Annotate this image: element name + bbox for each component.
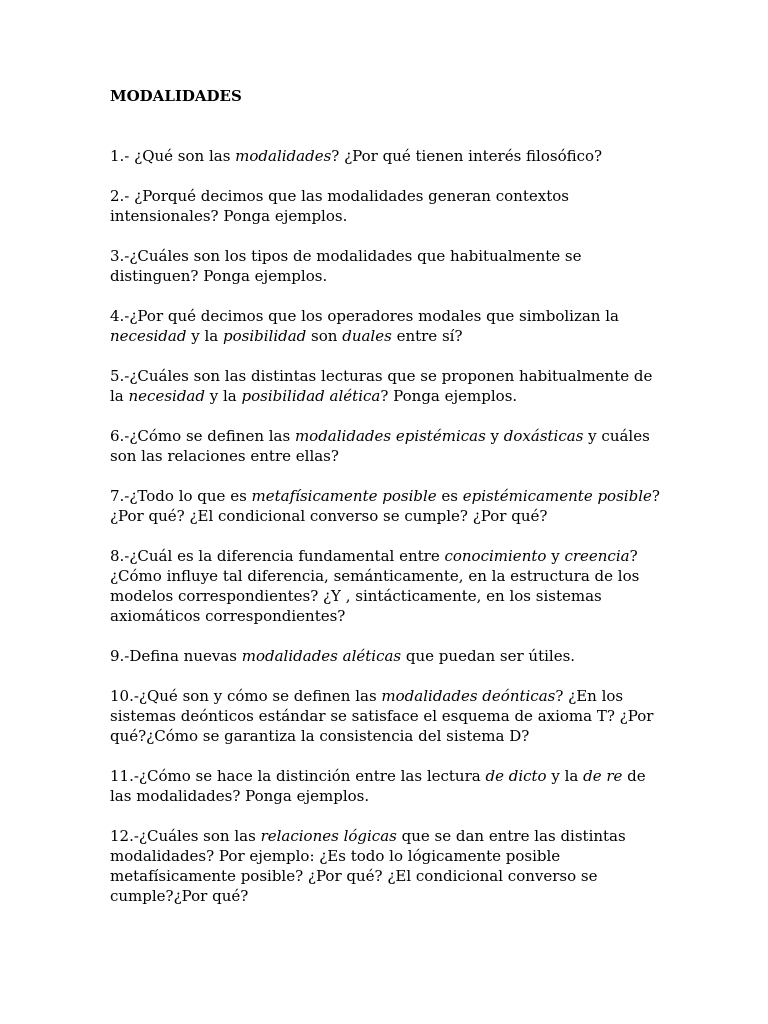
text-run: ? bbox=[651, 487, 660, 505]
text-run: ¿Cómo influye tal diferencia, semánticamente, en la estructura de los bbox=[110, 567, 640, 585]
question-line bbox=[110, 606, 708, 626]
question-1 bbox=[110, 146, 708, 166]
text-run: sistemas deónticos estándar se satisface el esquema de axioma T? ¿Por bbox=[110, 707, 654, 725]
text-run: es bbox=[436, 487, 463, 505]
text-run: y cuáles bbox=[583, 427, 650, 445]
italic-term: relaciones lógicas bbox=[260, 827, 397, 845]
text-run: 1.- ¿Qué son las bbox=[110, 147, 236, 165]
text-run: que se dan entre las distintas bbox=[396, 827, 626, 845]
italic-term: necesidad bbox=[128, 387, 205, 405]
italic-term: posibilidad alética bbox=[241, 387, 381, 405]
text-run: ¿Por qué? ¿El condicional converso se cumple? ¿Por qué? bbox=[110, 507, 548, 525]
question-10 bbox=[110, 686, 708, 746]
document-title: MODALIDADES bbox=[110, 87, 242, 105]
italic-term: conocimiento bbox=[444, 547, 547, 565]
text-run: cumple?¿Por qué? bbox=[110, 887, 249, 905]
text-run: metafísicamente posible? ¿Por qué? ¿El condicional converso se bbox=[110, 867, 598, 885]
italic-term: doxásticas bbox=[503, 427, 584, 445]
text-run: 6.-¿Cómo se definen las bbox=[110, 427, 295, 445]
question-line bbox=[110, 706, 708, 726]
text-run: 10.-¿Qué son y cómo se definen las bbox=[110, 687, 382, 705]
text-run: modalidades? Por ejemplo: ¿Es todo lo lógicamente posible bbox=[110, 847, 561, 865]
italic-term: de dicto bbox=[485, 767, 547, 785]
text-run: 5.-¿Cuáles son las distintas lecturas que se proponen habitualmente de bbox=[110, 367, 653, 385]
text-run: 9.-Defina nuevas bbox=[110, 647, 242, 665]
text-run: son bbox=[306, 327, 343, 345]
text-run: 8.-¿Cuál es la diferencia fundamental entre bbox=[110, 547, 445, 565]
question-line bbox=[110, 146, 708, 166]
text-run: de bbox=[622, 767, 646, 785]
question-9 bbox=[110, 646, 708, 666]
question-line bbox=[110, 566, 708, 586]
question-line bbox=[110, 586, 708, 606]
text-run: 3.-¿Cuáles son los tipos de modalidades que habitualmente se bbox=[110, 247, 582, 265]
text-run: modelos correspondientes? ¿Y , sintácticamente, en los sistemas bbox=[110, 587, 602, 605]
text-run: la bbox=[110, 387, 129, 405]
question-8 bbox=[110, 546, 708, 626]
question-6 bbox=[110, 426, 708, 466]
italic-term: modalidades deónticas bbox=[381, 687, 556, 705]
question-line bbox=[110, 326, 708, 346]
question-line bbox=[110, 726, 708, 746]
question-line bbox=[110, 646, 708, 666]
question-line bbox=[110, 446, 708, 466]
question-line bbox=[110, 686, 708, 706]
question-list bbox=[110, 146, 708, 906]
text-run: qué?¿Cómo se garantiza la consistencia del sistema D? bbox=[110, 727, 530, 745]
text-run: ? Ponga ejemplos. bbox=[380, 387, 518, 405]
text-run: y la bbox=[546, 767, 584, 785]
text-run: distinguen? Ponga ejemplos. bbox=[110, 267, 328, 285]
text-run: 2.- ¿Porqué decimos que las modalidades generan contextos bbox=[110, 187, 569, 205]
question-line bbox=[110, 246, 708, 266]
text-run: ? ¿Por qué tienen interés filosófico? bbox=[331, 147, 603, 165]
text-run: y la bbox=[204, 387, 242, 405]
italic-term: creencia bbox=[564, 547, 630, 565]
italic-term: modalidades aléticas bbox=[241, 647, 402, 665]
question-line bbox=[110, 266, 708, 286]
question-line bbox=[110, 506, 708, 526]
text-run: que puedan ser útiles. bbox=[401, 647, 576, 665]
italic-term: necesidad bbox=[110, 327, 187, 345]
italic-term: modalidades bbox=[235, 147, 332, 165]
question-2 bbox=[110, 186, 708, 226]
question-line bbox=[110, 426, 708, 446]
text-run: las modalidades? Ponga ejemplos. bbox=[110, 787, 370, 805]
italic-term: posibilidad bbox=[223, 327, 307, 345]
question-line bbox=[110, 846, 708, 866]
text-run: 12.-¿Cuáles son las bbox=[110, 827, 261, 845]
question-line bbox=[110, 786, 708, 806]
text-run: axiomáticos correspondientes? bbox=[110, 607, 346, 625]
text-run: y bbox=[546, 547, 565, 565]
question-line bbox=[110, 866, 708, 886]
text-run: 7.-¿Todo lo que es bbox=[110, 487, 252, 505]
question-line bbox=[110, 486, 708, 506]
question-line bbox=[110, 766, 708, 786]
question-3 bbox=[110, 246, 708, 286]
question-line bbox=[110, 206, 708, 226]
question-line bbox=[110, 186, 708, 206]
text-run: 11.-¿Cómo se hace la distinción entre las lectura bbox=[110, 767, 486, 785]
italic-term: epistémicamente posible bbox=[462, 487, 652, 505]
question-line bbox=[110, 546, 708, 566]
question-11 bbox=[110, 766, 708, 806]
question-4 bbox=[110, 306, 708, 346]
text-run: son las relaciones entre ellas? bbox=[110, 447, 339, 465]
text-run: 4.-¿Por qué decimos que los operadores modales que simbolizan la bbox=[110, 307, 619, 325]
question-line bbox=[110, 826, 708, 846]
italic-term: metafísicamente posible bbox=[251, 487, 437, 505]
italic-term: de re bbox=[583, 767, 623, 785]
italic-term: modalidades epistémicas bbox=[294, 427, 486, 445]
text-run: ? ¿En los bbox=[555, 687, 624, 705]
question-5 bbox=[110, 366, 708, 406]
question-line bbox=[110, 386, 708, 406]
question-line bbox=[110, 306, 708, 326]
text-run: entre sí? bbox=[391, 327, 463, 345]
text-run: y bbox=[485, 427, 504, 445]
text-run: y la bbox=[186, 327, 223, 345]
question-12 bbox=[110, 826, 708, 906]
italic-term: duales bbox=[342, 327, 392, 345]
question-line bbox=[110, 886, 708, 906]
text-run: intensionales? Ponga ejemplos. bbox=[110, 207, 348, 225]
question-line bbox=[110, 366, 708, 386]
question-7 bbox=[110, 486, 708, 526]
text-run: ? bbox=[629, 547, 638, 565]
